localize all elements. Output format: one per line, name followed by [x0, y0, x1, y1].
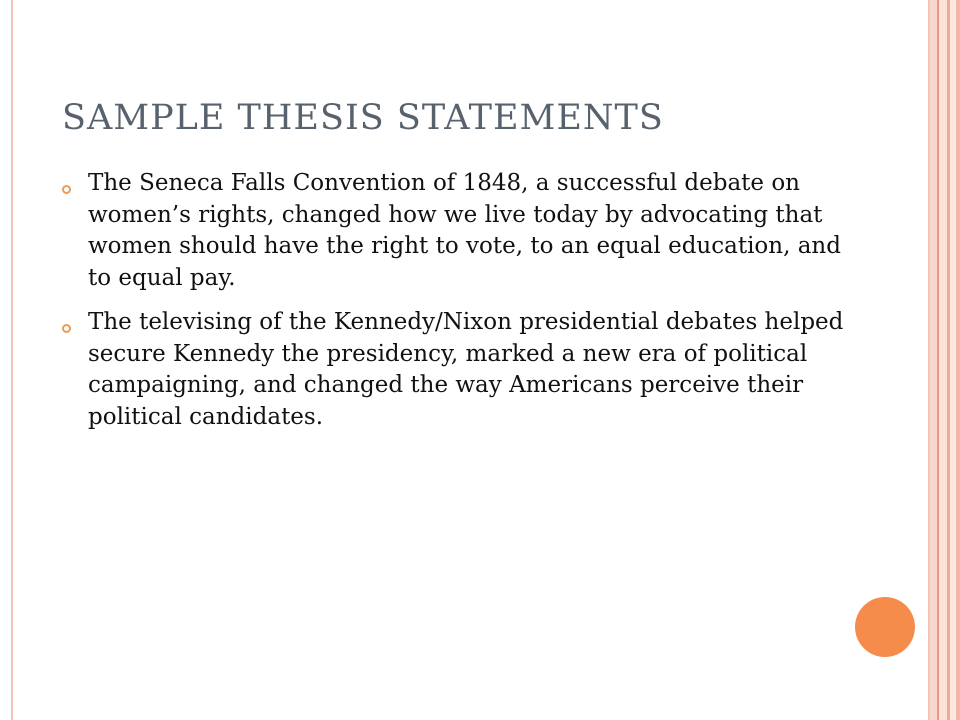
bullet-item [62, 307, 862, 433]
decorative-stripe [956, 0, 960, 720]
bullet-text: The Seneca Falls Convention of 1848, a successful debate on women’s rights, changed how we live today by advocating that women should have the right to vote, to an equal education, and to equal pay. [88, 170, 841, 291]
accent-circle [855, 597, 915, 657]
bullet-text: The televising of the Kennedy/Nixon presidential debates helped secure Kennedy the presidency, marked a new era of political campaigning, and changed the way Americans perceive their political candidates. [88, 309, 844, 430]
bullet-item [62, 168, 862, 294]
bullet-list [62, 168, 862, 446]
bullet-circle-icon [62, 185, 71, 194]
decorative-stripe [930, 0, 937, 720]
slide-title: SAMPLE THESIS STATEMENTS [62, 98, 664, 138]
bullet-circle-icon [62, 324, 71, 333]
decorative-stripe [939, 0, 947, 720]
